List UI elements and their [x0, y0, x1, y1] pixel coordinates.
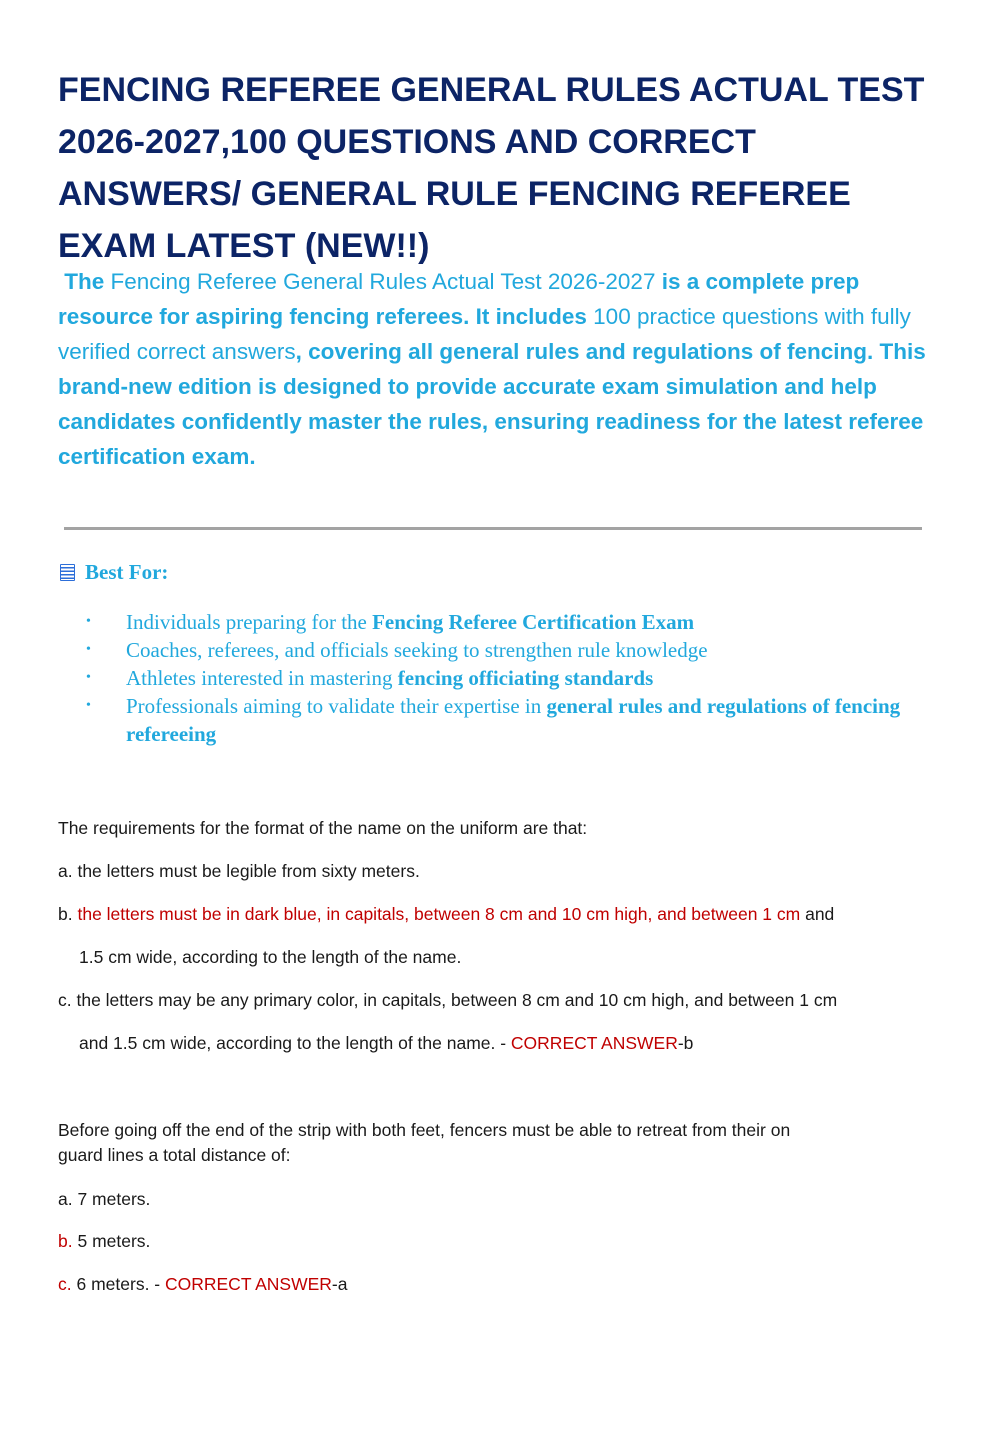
- horizontal-divider: [64, 527, 922, 530]
- bullet: •: [86, 642, 91, 657]
- question-1-option-c-line-2: [79, 1033, 693, 1054]
- intro-part-4: 100 practice questions with fully verified correct answers: [58, 304, 911, 364]
- option-label: c.: [58, 1274, 72, 1294]
- option-label: b.: [58, 1231, 73, 1251]
- intro-part-1: The: [64, 269, 105, 294]
- question-1-option-a: a. the letters must be legible from sixty meters.: [58, 861, 420, 881]
- list-item-bold: Fencing Referee Certification Exam: [372, 610, 695, 634]
- question-2-option-b: [58, 1231, 150, 1252]
- list-item-bold: fencing officiating standards: [397, 666, 654, 690]
- question-2-text: Before going off the end of the strip with both feet, fencers must be able to retreat from their on: [58, 1120, 791, 1140]
- best-for-heading: [60, 560, 168, 585]
- intro-part-3: is a complete prep resource for aspiring fencing referees. It includes: [58, 269, 860, 329]
- option-b-highlighted: the letters must be in dark blue, in capitals, between 8 cm and 10 cm high, and between 1 cm: [77, 904, 801, 924]
- correct-answer-value: -a: [331, 1274, 348, 1294]
- option-text: 5 meters.: [72, 1231, 151, 1251]
- best-for-heading-text: Best For:: [85, 560, 169, 584]
- list-item-text: Athletes interested in mastering: [126, 666, 398, 690]
- document-title: FENCING REFEREE GENERAL RULES ACTUAL TEST 2026-2027,100 QUESTIONS AND CORRECT ANSWERS/ GENERAL RULE FENCING REFEREE EXAM LATEST (NEW!!): [58, 71, 925, 265]
- list-item-text: Coaches, referees, and officials seeking to strengthen rule knowledge: [126, 638, 708, 662]
- question-1-option-c: c. the letters may be any primary color, in capitals, between 8 cm and 10 cm high, and between 1 cm: [58, 990, 838, 1010]
- list-item-bold: general rules and regulations of fencing refereeing: [126, 694, 901, 746]
- intro-paragraph: [58, 264, 928, 474]
- bullet: •: [86, 698, 91, 713]
- question-2-option-c: [58, 1274, 347, 1295]
- correct-answer-value: -b: [677, 1033, 694, 1053]
- question-2-text-line-2: guard lines a total distance of:: [58, 1145, 291, 1165]
- bullet: •: [86, 670, 91, 685]
- list-item: [86, 692, 906, 748]
- correct-answer-label: CORRECT ANSWER: [510, 1033, 678, 1053]
- option-c-text: and 1.5 cm wide, according to the length of the name. -: [79, 1033, 511, 1053]
- document-icon: [60, 564, 75, 581]
- question-1-text: The requirements for the format of the name on the uniform are that:: [58, 818, 588, 838]
- list-item: [86, 608, 906, 636]
- question-1-option-b: [58, 904, 834, 925]
- best-for-list: [86, 608, 906, 748]
- option-text: 6 meters. -: [71, 1274, 165, 1294]
- option-label: b.: [58, 904, 78, 924]
- list-item: [86, 664, 906, 692]
- question-1-option-b-line-2: 1.5 cm wide, according to the length of the name.: [79, 947, 462, 967]
- list-item: [86, 636, 906, 664]
- correct-answer-label: CORRECT ANSWER: [164, 1274, 332, 1294]
- intro-part-2: Fencing Referee General Rules Actual Test 2026-2027: [104, 269, 662, 294]
- list-item-text: Professionals aiming to validate their expertise in: [126, 694, 547, 718]
- list-item-text: Individuals preparing for the: [126, 610, 373, 634]
- intro-part-5: , covering all general rules and regulations of fencing. This brand-new edition is designed to provide accurate exam simulation and help candidates confidently master the rules, ensuring readiness for the latest referee certification exam.: [58, 339, 926, 469]
- question-2-option-a: a. 7 meters.: [58, 1189, 151, 1209]
- bullet: •: [86, 614, 91, 629]
- option-b-rest: and: [800, 904, 835, 924]
